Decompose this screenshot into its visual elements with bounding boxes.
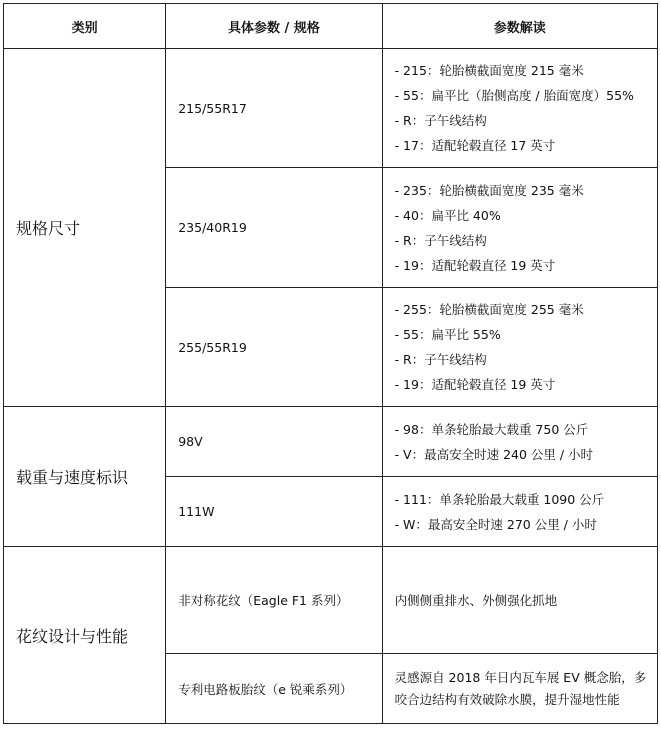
desc-line: - 111：单条轮胎最大载重 1090 公斤	[394, 491, 605, 507]
desc-line: - 17：适配轮毂直径 17 英寸	[394, 138, 556, 153]
desc-line: - V：最高安全时速 240 公里 / 小时	[394, 446, 594, 462]
desc-line: - 19：适配轮毂直径 19 英寸	[394, 377, 556, 392]
category-cell: 载重与速度标识	[4, 407, 166, 547]
desc-line: - 98：单条轮胎最大载重 750 公斤	[394, 421, 589, 437]
header-desc: 参数解读	[382, 4, 657, 49]
category-cell: 花纹设计与性能	[4, 547, 166, 724]
desc-line: - 215：轮胎横截面宽度 215 毫米	[394, 63, 584, 78]
desc-line: - 40：扁平比 40%	[394, 207, 501, 223]
param-cell: 非对称花纹（Eagle F1 系列）	[166, 547, 382, 654]
desc-line: - 235：轮胎横截面宽度 235 毫米	[394, 182, 584, 198]
desc-line: 灵感源自 2018 年日内瓦车展 EV 概念胎，多咬合边结构有效破除水膜，提升湿地性能	[394, 669, 647, 707]
header-param: 具体参数 / 规格	[166, 4, 382, 49]
table-row	[4, 49, 658, 168]
param-cell: 98V	[166, 407, 382, 477]
desc-line: - R：子午线结构	[394, 232, 487, 248]
param-cell: 235/40R19	[166, 168, 382, 288]
tire-spec-table	[3, 3, 658, 724]
desc-cell	[382, 654, 657, 724]
desc-cell	[382, 168, 657, 288]
desc-cell	[382, 407, 657, 477]
table-row	[4, 407, 658, 477]
desc-line: 内侧侧重排水、外侧强化抓地	[394, 592, 558, 608]
desc-line: - R：子午线结构	[394, 113, 487, 128]
desc-cell	[382, 547, 657, 654]
param-cell: 255/55R19	[166, 288, 382, 407]
desc-line: - 55：扁平比 55%	[394, 327, 501, 342]
header-row	[4, 4, 658, 49]
desc-line: - 55：扁平比（胎侧高度 / 胎面宽度）55%	[394, 88, 634, 103]
desc-line: - 255：轮胎横截面宽度 255 毫米	[394, 302, 584, 317]
desc-cell	[382, 288, 657, 407]
desc-cell	[382, 477, 657, 547]
desc-line: - 19：适配轮毂直径 19 英寸	[394, 257, 556, 273]
param-cell: 专利电路板胎纹（e 锐乘系列）	[166, 654, 382, 724]
param-cell: 111W	[166, 477, 382, 547]
header-category: 类别	[4, 4, 166, 49]
desc-line: - W：最高安全时速 270 公里 / 小时	[394, 516, 597, 532]
desc-cell	[382, 49, 657, 168]
table-row	[4, 547, 658, 654]
category-cell: 规格尺寸	[4, 49, 166, 407]
param-cell: 215/55R17	[166, 49, 382, 168]
desc-line: - R：子午线结构	[394, 352, 487, 367]
